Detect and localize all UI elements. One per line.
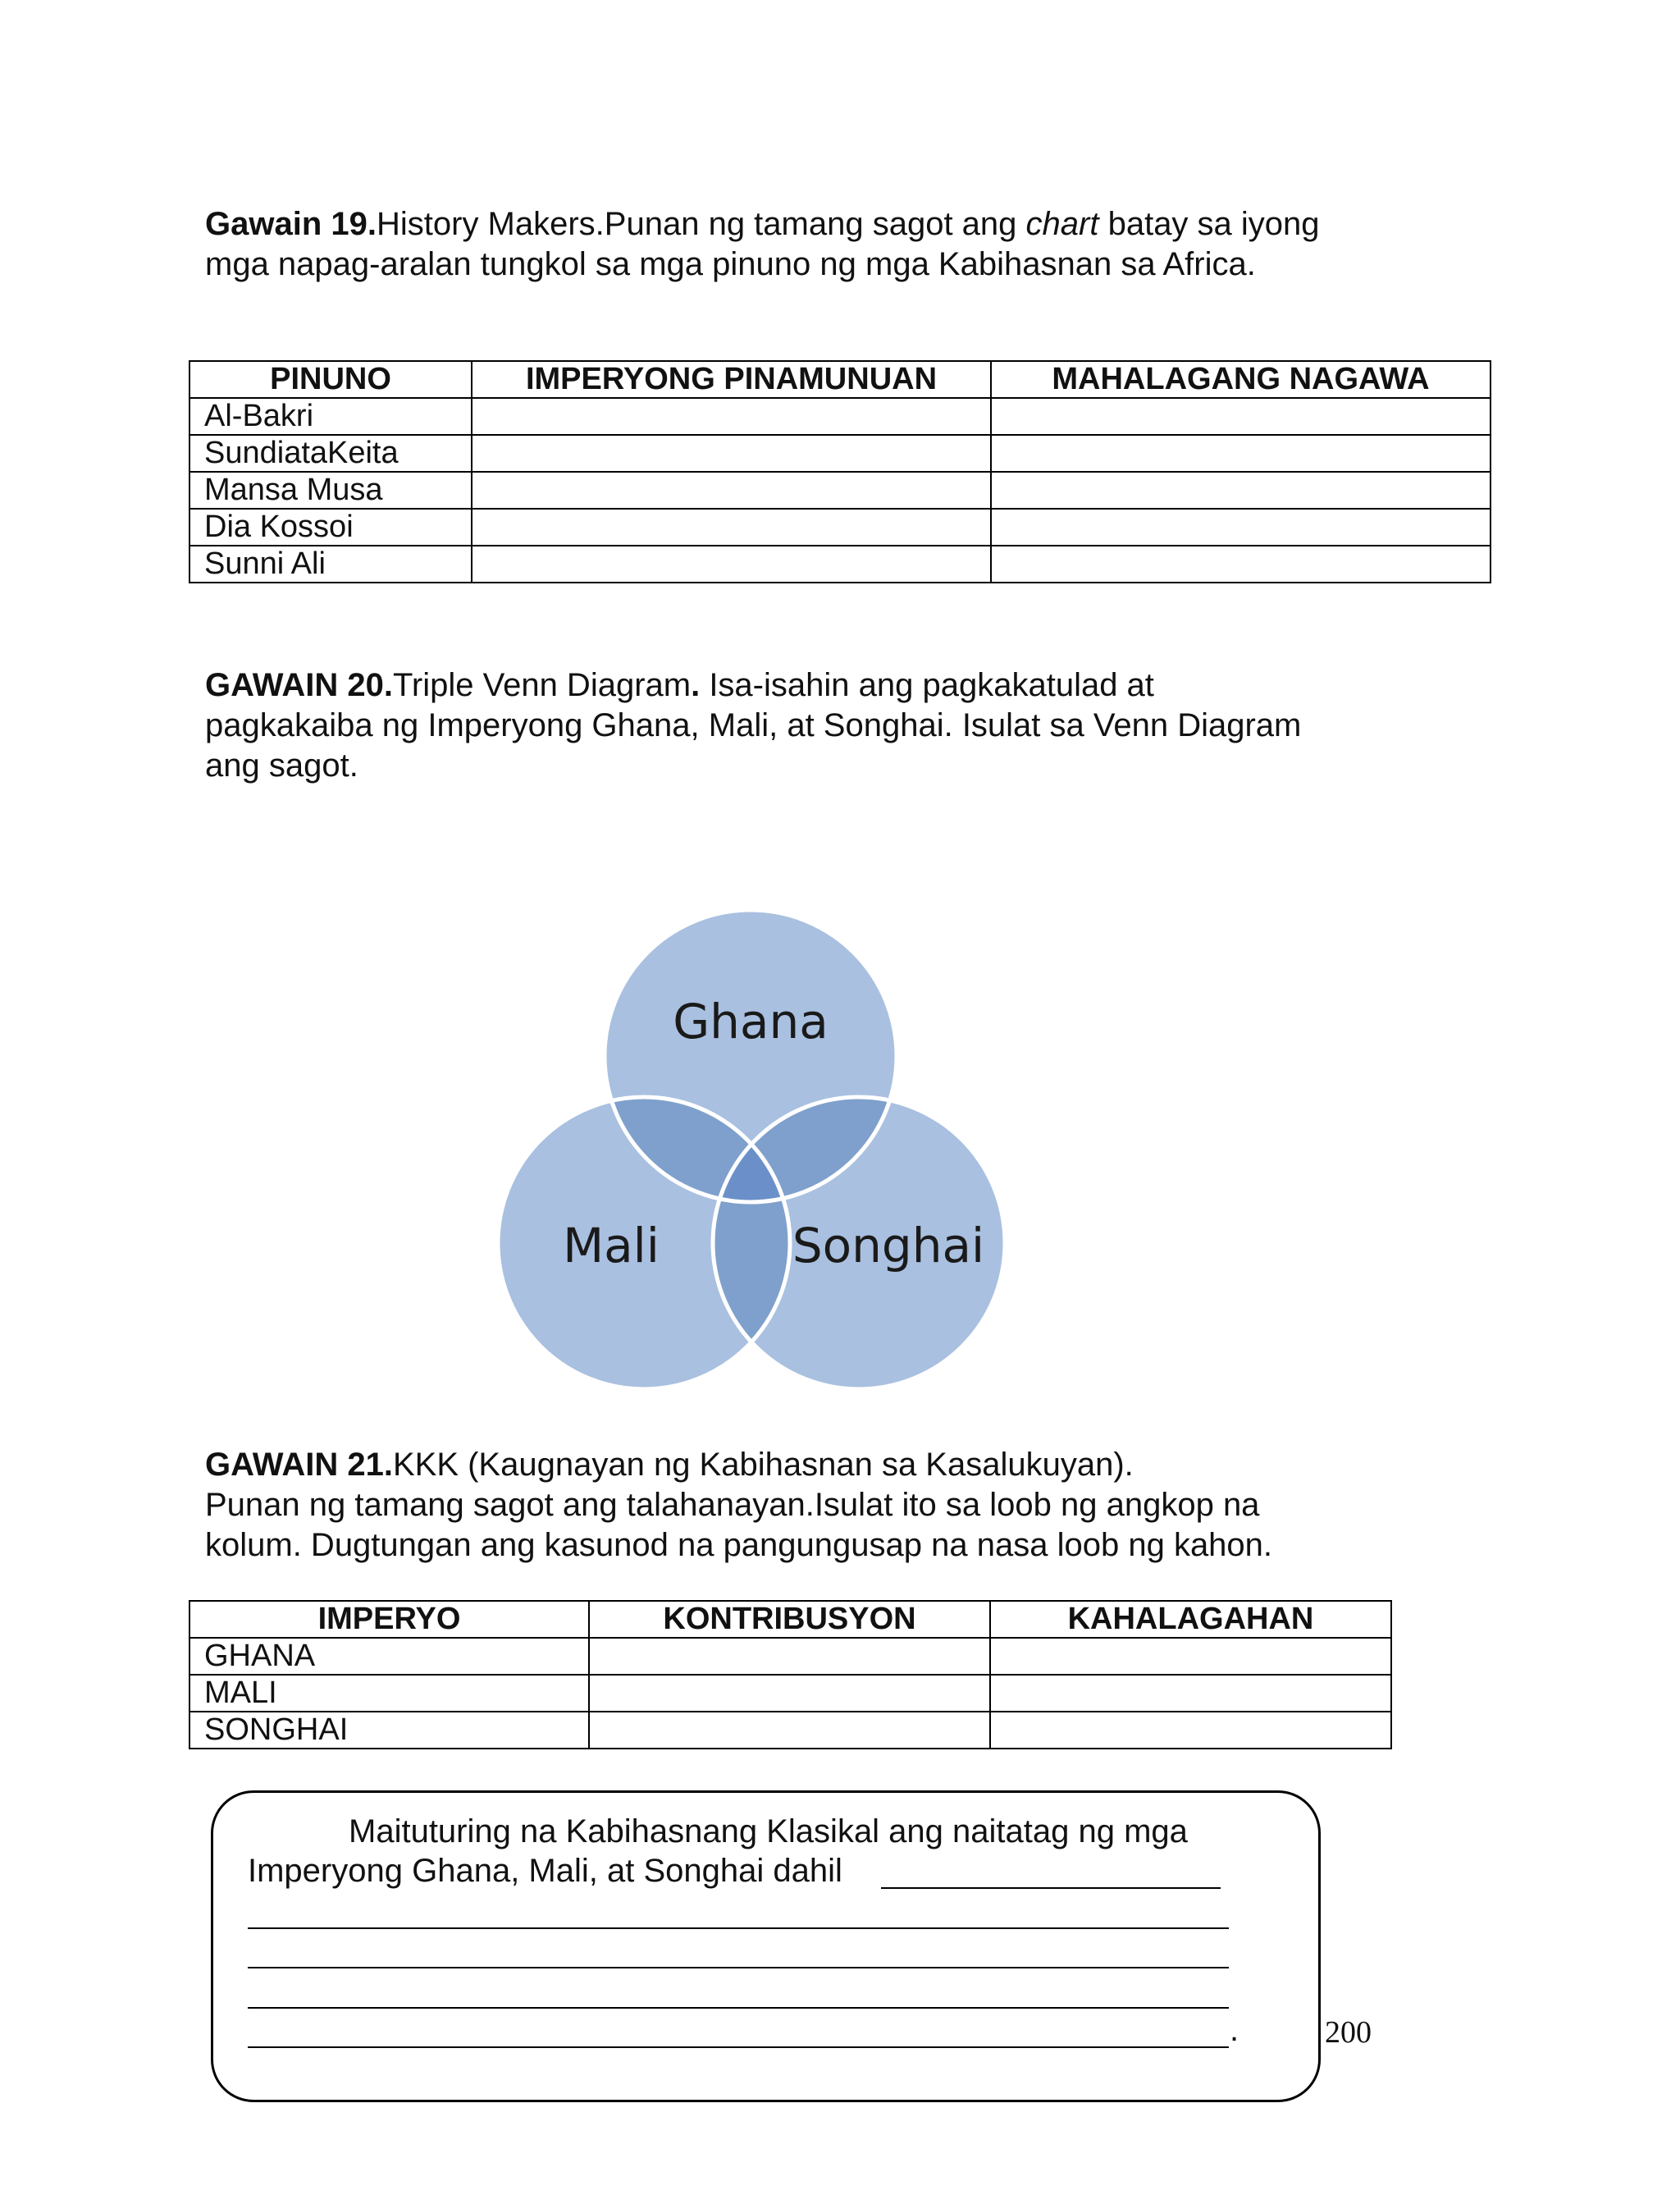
answer-blank-5[interactable] — [248, 2046, 1229, 2048]
gawain19-text: History Makers.Punan ng tamang sagot ang — [376, 206, 1026, 242]
leader-name: SundiataKeita — [189, 435, 472, 472]
importance-cell[interactable] — [990, 1675, 1391, 1712]
box-line2: Imperyong Ghana, Mali, at Songhai dahil — [248, 1853, 842, 1889]
importance-cell[interactable] — [990, 1638, 1391, 1675]
header-mahalagang-nagawa: MAHALAGANG NAGAWA — [991, 361, 1491, 398]
gawain21-line3: kolum. Dugtungan ang kasunod na pangungusap na nasa loob ng kahon. — [205, 1527, 1273, 1563]
venn-label-ghana: Ghana — [673, 994, 829, 1049]
venn-label-songhai: Songhai — [792, 1218, 985, 1273]
gawain20-line2: pagkakaiba ng Imperyong Ghana, Mali, at Songhai. Isulat sa Venn Diagram — [205, 707, 1302, 743]
empire-name: GHANA — [189, 1638, 589, 1675]
gawain19-label: Gawain 19. — [205, 206, 377, 242]
table-header-row — [189, 1601, 1391, 1638]
header-imperyo: IMPERYO — [189, 1601, 589, 1638]
gawain21-line2: Punan ng tamang sagot ang talahanayan.Isulat ito sa loob ng angkop na — [205, 1487, 1260, 1523]
gawain21-instruction — [205, 1445, 1534, 1566]
leader-name: Sunni Ali — [189, 546, 472, 583]
contribution-cell[interactable] — [589, 1712, 990, 1749]
gawain20-text: Isa-isahin ang pagkakatulad at — [700, 667, 1154, 703]
contribution-cell[interactable] — [589, 1638, 990, 1675]
empire-name: MALI — [189, 1675, 589, 1712]
empire-name: SONGHAI — [189, 1712, 589, 1749]
header-imperyong-pinamunuan: IMPERYONG PINAMUNUAN — [472, 361, 991, 398]
leader-name: Dia Kossoi — [189, 509, 472, 546]
empires-table — [189, 1600, 1392, 1749]
header-pinuno: PINUNO — [189, 361, 472, 398]
contribution-cell[interactable] — [589, 1675, 990, 1712]
answer-blank-1[interactable] — [881, 1887, 1221, 1889]
gawain19-text-end: batay sa iyong — [1098, 206, 1320, 242]
gawain21-text: KKK (Kaugnayan ng Kabihasnan sa Kasalukuyan). — [392, 1447, 1134, 1483]
answer-blank-3[interactable] — [248, 1967, 1229, 1968]
box-end-period: . — [1230, 2012, 1239, 2048]
gawain19-italic: chart — [1025, 206, 1099, 242]
page-number: 200 — [1325, 2015, 1372, 2050]
leader-name: Mansa Musa — [189, 472, 472, 509]
header-kontribusyon: KONTRIBUSYON — [589, 1601, 990, 1638]
gawain21-label: GAWAIN 21. — [205, 1447, 393, 1483]
venn-label-mali: Mali — [563, 1218, 660, 1273]
gawain20-title: Triple Venn Diagram — [392, 667, 692, 703]
answer-blank-2[interactable] — [248, 1927, 1229, 1929]
gawain20-label: GAWAIN 20. — [205, 667, 393, 703]
gawain19-line2: mga napag-aralan tungkol sa mga pinuno ng mga Kabihasnan sa Africa. — [205, 246, 1256, 282]
gawain20-dot: . — [691, 667, 701, 703]
table-row — [189, 1675, 1391, 1712]
table-row — [189, 1638, 1391, 1675]
box-line1: Maituturing na Kabihasnang Klasikal ang naitatag ng mga — [349, 1813, 1188, 1849]
gawain20-line3: ang sagot. — [205, 748, 358, 784]
header-kahalagahan: KAHALAGAHAN — [990, 1601, 1391, 1638]
importance-cell[interactable] — [990, 1712, 1391, 1749]
leader-name: Al-Bakri — [189, 398, 472, 435]
table-row — [189, 1712, 1391, 1749]
answer-blank-4[interactable] — [248, 2007, 1229, 2009]
